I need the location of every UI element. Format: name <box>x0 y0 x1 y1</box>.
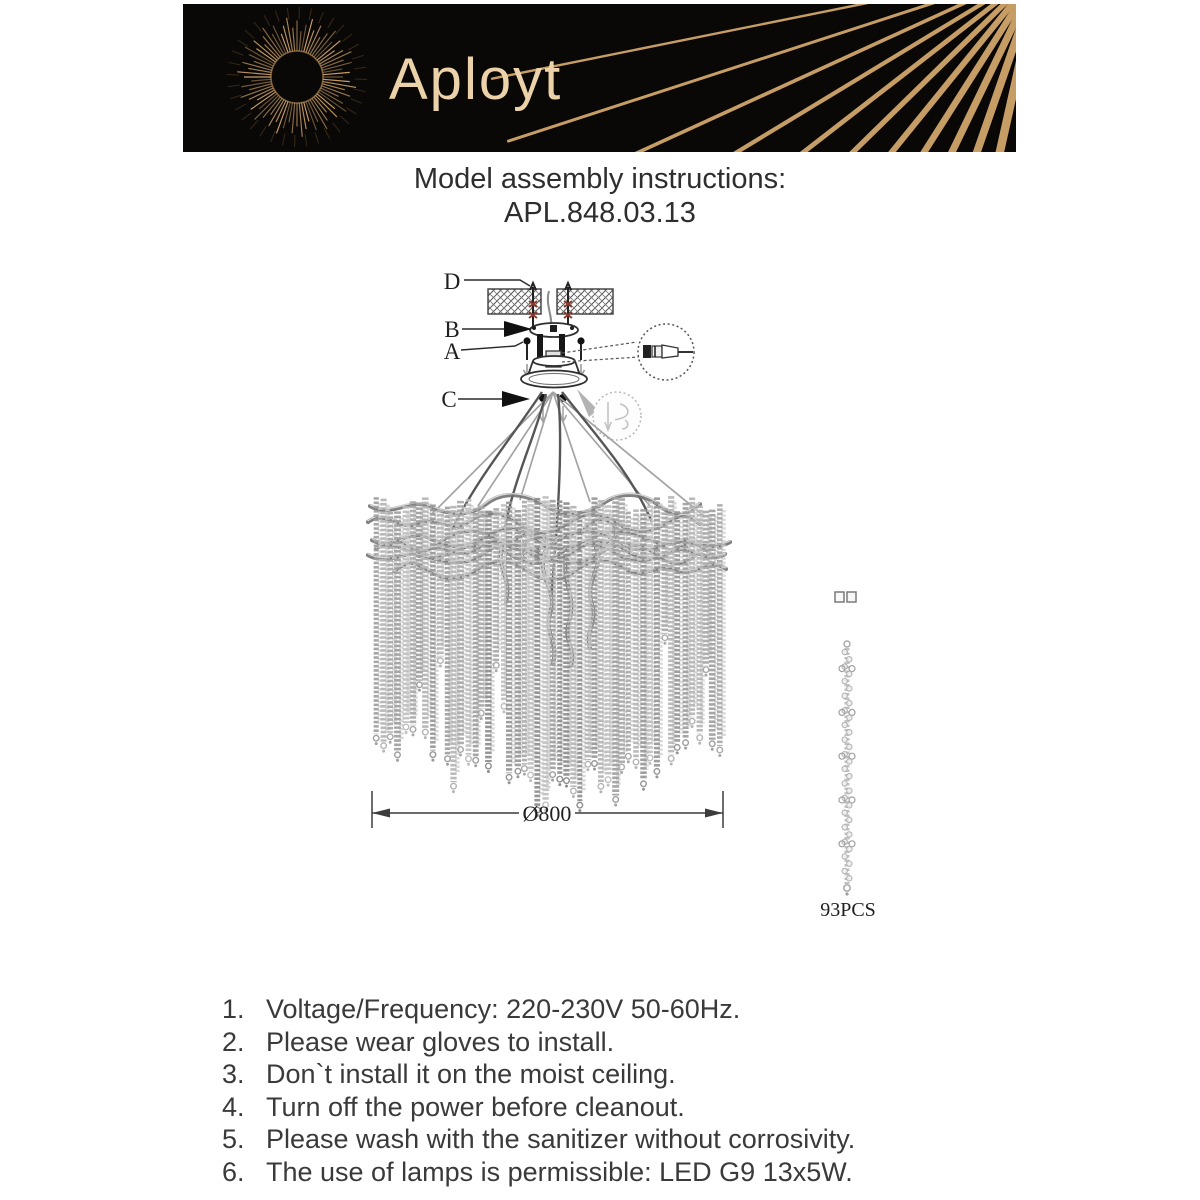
item-number: 5. <box>222 1124 245 1155</box>
item-number: 1. <box>222 994 245 1024</box>
part-label-c: C <box>441 387 457 412</box>
instruction-item <box>222 1058 1012 1091</box>
item-text: Please wear gloves to install. <box>266 1026 615 1057</box>
item-number: 6. <box>222 1156 245 1187</box>
part-label-a: A <box>443 339 461 364</box>
instruction-item <box>222 1026 1012 1059</box>
instruction-item <box>222 1156 1012 1189</box>
instruction-item <box>222 1091 1012 1124</box>
item-number: 3. <box>222 1059 245 1090</box>
sample-strand <box>839 641 855 896</box>
item-text: Voltage/Frequency: 220-230V 50-60Hz. <box>266 994 741 1024</box>
model-number: APL.848.03.13 <box>504 197 696 229</box>
beads-icon <box>835 592 856 602</box>
item-text: Please wash with the sanitizer without corrosivity. <box>266 1124 856 1155</box>
item-text: The use of lamps is permissible: LED G9 13x5W. <box>266 1156 853 1187</box>
item-text: Don`t install it on the moist ceiling. <box>266 1059 676 1090</box>
item-text: Turn off the power before cleanout. <box>266 1091 685 1122</box>
item-number: 2. <box>222 1026 245 1057</box>
part-label-d: D <box>443 269 461 294</box>
instruction-item <box>222 993 1012 1026</box>
item-number: 4. <box>222 1091 245 1122</box>
parts-count-label: 93PCS <box>820 899 876 921</box>
dimension-label: Ø800 <box>522 801 572 826</box>
page-title: Model assembly instructions: <box>413 163 787 195</box>
instruction-item <box>222 1123 1012 1156</box>
part-label-b: B <box>444 317 460 342</box>
chandelier-strands <box>373 496 723 817</box>
canopy <box>521 356 587 388</box>
instruction-list <box>222 993 1012 1189</box>
dimension-line <box>372 791 723 828</box>
ceiling-block <box>488 289 613 314</box>
brand-name: Aployt <box>389 47 563 112</box>
